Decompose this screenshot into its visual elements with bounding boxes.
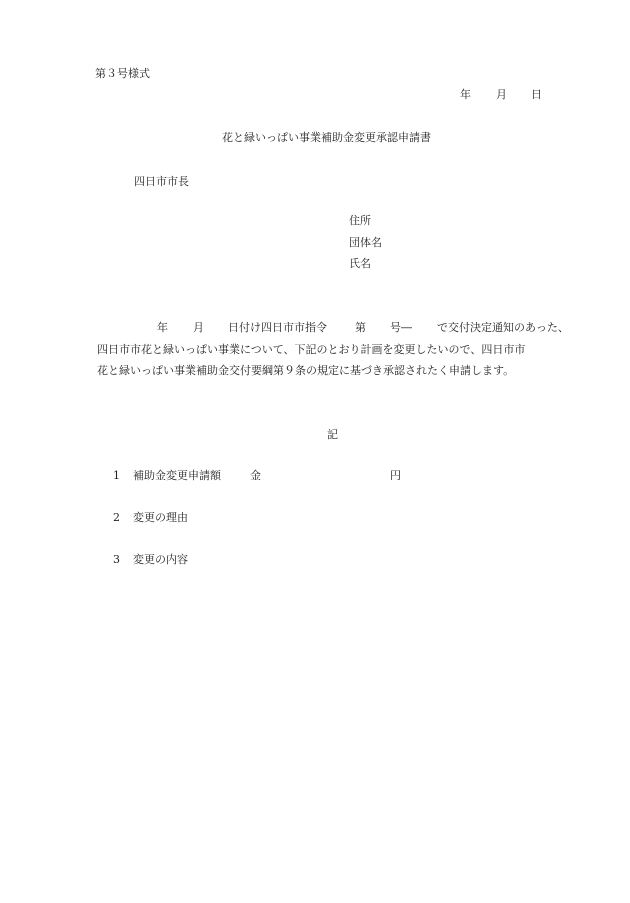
item-label: 変更の理由 [133,511,188,524]
name-label: 氏名 [349,257,371,270]
body-day-suffix: 日付け四日市市指令 [228,321,327,334]
item-number: 2 [113,511,120,524]
date-month: 月 [496,88,507,101]
body-line3: 花と緑いっぱい事業補助金交付要綱第９条の規定に基づき承認されたく申請します。 [97,364,515,377]
addressee: 四日市市長 [134,175,189,188]
form-number: 第３号様式 [95,67,150,80]
item-number: 3 [113,553,120,566]
body-no-suffix: 号― [390,321,412,334]
body-no-prefix: 第 [355,321,366,334]
body-line1-rest: で交付決定通知のあった、 [437,321,569,334]
item-number: 1 [113,469,120,482]
document-title: 花と緑いっぱい事業補助金変更承認申請書 [222,131,431,144]
ki-heading: 記 [327,428,338,441]
date-day: 日 [531,88,542,101]
body-year: 年 [157,321,168,334]
address-label: 住所 [349,214,371,227]
organization-label: 団体名 [349,236,382,249]
item-label: 補助金変更申請額 [133,469,221,482]
date-year: 年 [460,88,471,101]
body-line2: 四日市市花と緑いっぱい事業について、下記のとおり計画を変更したいので、四日市市 [97,343,526,356]
body-month: 月 [193,321,204,334]
item-label: 変更の内容 [133,553,188,566]
money-suffix: 円 [390,469,401,482]
money-prefix: 金 [250,469,261,482]
